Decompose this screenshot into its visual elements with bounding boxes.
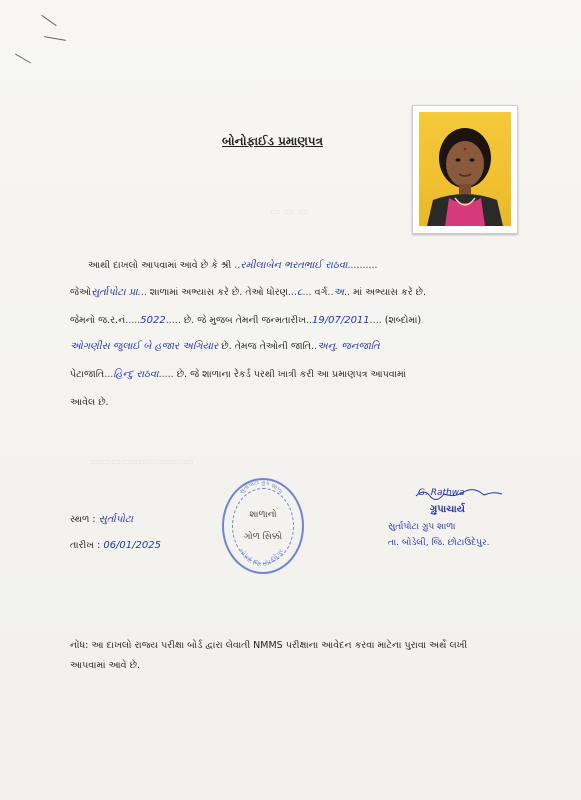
place-value: સુર્તાપોટા bbox=[98, 514, 134, 525]
dob-value: 19/07/2011 bbox=[312, 315, 370, 326]
place-row bbox=[70, 514, 133, 525]
student-name-value: રમીલાબેન ભરતભાઈ રાઠવા bbox=[240, 260, 348, 271]
principal-address: તા. બોડેલી, જિ. છોટાઉદેપુર. bbox=[388, 538, 490, 548]
label-text: છે. તેમજ તેઓની જાતિ bbox=[221, 341, 312, 352]
footer-note bbox=[70, 636, 530, 676]
line-closing bbox=[70, 397, 109, 408]
portrait-graphic bbox=[419, 112, 511, 226]
svg-text:સુર્તાપોટા ગ્રુપ શાળા bbox=[238, 479, 284, 496]
bleed-through-text: ▭▭▭▭▭▭▭▭▭▭ bbox=[90, 455, 194, 468]
principal-school: સુર્તાપોટા ગ્રુપ શાળા bbox=[388, 522, 456, 532]
division-value: અ bbox=[333, 287, 345, 298]
fold-mark bbox=[41, 15, 56, 26]
label-text: જેમનો જ.ર.નં bbox=[70, 315, 126, 326]
date-label: તારીખ : bbox=[70, 540, 101, 551]
line-gr-dob bbox=[70, 315, 421, 326]
dotted-fill: .. bbox=[311, 341, 318, 352]
line-subcaste bbox=[70, 369, 406, 380]
stamp-ring-text bbox=[222, 478, 300, 570]
school-value: સુર્તાપોટા પ્રા. bbox=[91, 287, 141, 298]
dotted-fill: ... bbox=[287, 287, 297, 298]
dotted-fill: ... bbox=[302, 287, 312, 298]
dotted-fill: .... bbox=[369, 315, 382, 326]
stamp-label-2: ગોળ સિક્કો bbox=[243, 532, 283, 542]
label-text: છે. જે શાળાના રેકર્ડ પરથી ખાત્રી કરી આ પ્રમાણપત્ર આપવામાં bbox=[176, 369, 407, 380]
dotted-fill: .. bbox=[327, 287, 334, 298]
date-value: 06/01/2025 bbox=[103, 540, 161, 551]
note-line-1: નોંધ: આ દાખલો રાજ્ય પરીક્ષા બોર્ડ દ્વારા લેવાતી NMMS પરીક્ષાના આવેદન કરવા માટેના પુરાવા અર્થે લખી bbox=[70, 640, 468, 651]
stamp-ring-bottom: બોડેલી, જિ. છોટાઉદેપુર bbox=[237, 547, 285, 569]
dotted-fill: .. bbox=[305, 315, 313, 326]
dotted-fill: .. bbox=[140, 287, 147, 298]
dotted-fill: ..... bbox=[158, 369, 174, 380]
place-label: સ્થળ : bbox=[70, 514, 96, 525]
principal-title: ગ્રુપાચાર્ય bbox=[430, 504, 465, 515]
standard-value: ૮ bbox=[296, 287, 303, 298]
principal-signature: G. Rathwa bbox=[418, 488, 465, 498]
note-line-2: આપવામાં આવે છે. bbox=[70, 660, 140, 671]
label-text: શાળામાં અભ્યાસ કરે છે. તેઓ ધોરણ bbox=[149, 287, 288, 298]
student-photo bbox=[412, 105, 518, 234]
dotted-fill: .. bbox=[234, 260, 241, 271]
label-text: માં અભ્યાસ કરે છે. bbox=[353, 287, 427, 298]
bleed-through-text: ▭ ▭ ▭ bbox=[270, 205, 309, 218]
stamp-label-1: શાળાનો bbox=[249, 510, 277, 520]
date-row bbox=[70, 540, 161, 551]
line-student-name bbox=[88, 260, 378, 271]
caste-value: અનુ. જનજાતિ bbox=[317, 341, 380, 352]
photo-image bbox=[419, 112, 511, 226]
dotted-fill: .......... bbox=[347, 260, 378, 271]
label-text: છે. જે મુજબ તેમની જન્મતારીખ bbox=[183, 315, 306, 326]
dotted-fill: ..... bbox=[165, 315, 181, 326]
label-text: આથી દાખલો આપવામાં આવે છે કે શ્રી bbox=[88, 260, 232, 271]
line-dob-words-caste bbox=[70, 341, 380, 352]
label-text: (શબ્દોમાં) bbox=[384, 315, 422, 326]
fold-mark bbox=[44, 36, 66, 41]
dotted-fill: ..... bbox=[125, 315, 141, 326]
dob-words-value: ઓગણીસ જુલાઈ બે હજાર અગિયાર bbox=[70, 341, 219, 352]
school-round-stamp bbox=[222, 478, 304, 574]
label-text: જેઓ bbox=[70, 287, 92, 298]
dotted-fill: ... bbox=[104, 369, 114, 380]
dotted-fill: .. bbox=[344, 287, 351, 298]
subcaste-value: હિન્દુ રાઠવા bbox=[113, 369, 159, 380]
gr-number-value: 5022 bbox=[140, 315, 166, 326]
stamp-ring-top: સુર્તાપોટા ગ્રુપ શાળા bbox=[238, 478, 284, 496]
certificate-title: બોનોફાઈડ પ્રમાણપત્ર bbox=[222, 134, 323, 148]
label-text: આવેલ છે. bbox=[70, 397, 109, 408]
label-text: વર્ગ bbox=[314, 287, 328, 298]
fold-mark bbox=[15, 54, 31, 64]
label-text: પેટાજાતિ bbox=[70, 369, 105, 380]
signature-scribble bbox=[414, 486, 504, 502]
svg-text:બોડેલી, જિ. છોટાઉદેપુર bbox=[237, 547, 284, 568]
line-school-standard bbox=[70, 287, 426, 298]
